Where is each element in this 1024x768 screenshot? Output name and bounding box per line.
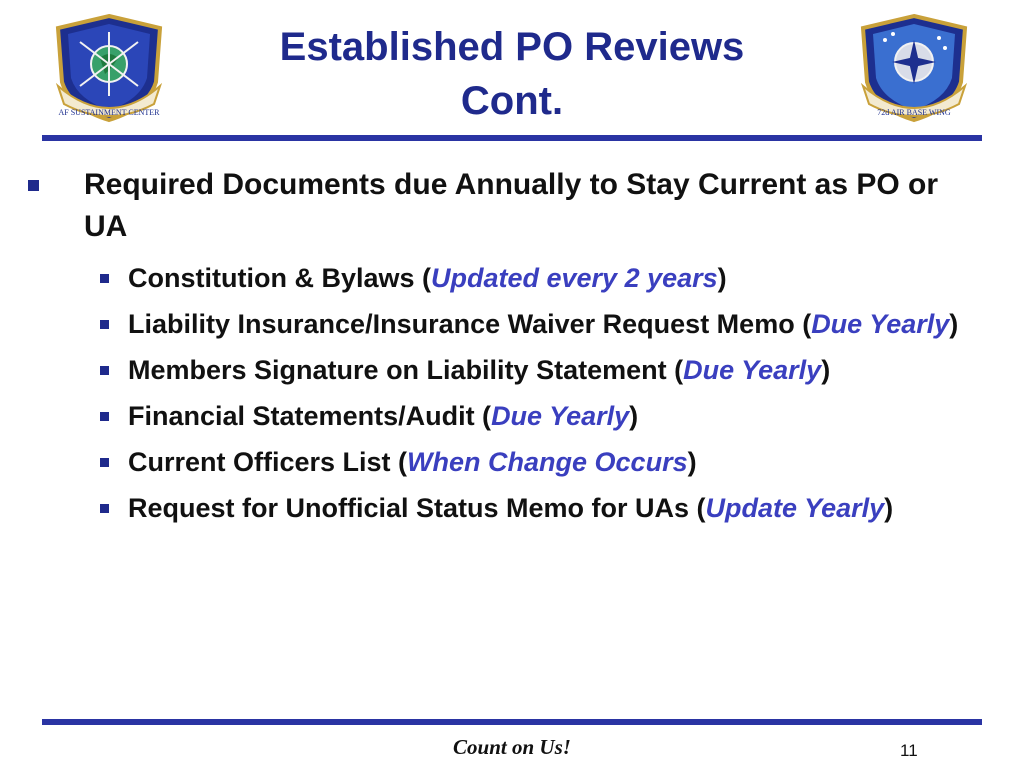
list-item: [128, 260, 988, 297]
item-close: ): [884, 493, 894, 523]
right-logo-text: 72d AIR BASE WING: [877, 108, 951, 117]
main-content: [28, 164, 988, 536]
square-bullet-icon: [100, 412, 109, 421]
page-number: 11: [900, 741, 918, 760]
footer-divider: [42, 719, 982, 725]
item-close: ): [629, 401, 639, 431]
item-frequency: Due Yearly: [491, 401, 630, 431]
title-line-2: Cont.: [460, 79, 564, 123]
list-item: [128, 398, 988, 435]
72d-air-base-wing-emblem: [855, 12, 973, 124]
main-bullet-text: Required Documents due Annually to Stay Current as PO or UA: [84, 168, 939, 243]
item-text: Liability Insurance/Insurance Waiver Request Memo (: [128, 309, 812, 339]
square-bullet-icon: [100, 458, 109, 467]
item-text: Members Signature on Liability Statement (: [128, 355, 684, 385]
title-line-1: Established PO Reviews: [279, 25, 745, 69]
item-frequency: Update Yearly: [705, 493, 885, 523]
item-close: ): [687, 447, 697, 477]
header-divider: [42, 135, 982, 141]
item-frequency: Due Yearly: [683, 355, 822, 385]
item-text: Financial Statements/Audit (: [128, 401, 492, 431]
slide-title: [140, 20, 884, 128]
item-text: Current Officers List (: [128, 447, 408, 477]
square-bullet-icon: [100, 274, 109, 283]
item-text: Constitution & Bylaws (: [128, 263, 431, 293]
left-logo-text: AF SUSTAINMENT CENTER: [58, 108, 160, 117]
square-bullet-icon: [100, 320, 109, 329]
list-item: [128, 490, 988, 527]
item-close: ): [717, 263, 727, 293]
footer-motto: Count on Us!: [453, 735, 571, 759]
item-close: ): [821, 355, 831, 385]
list-item: [128, 352, 988, 389]
square-bullet-icon: [28, 180, 39, 191]
item-text: Request for Unofficial Status Memo for UAs (: [128, 493, 706, 523]
item-close: ): [949, 309, 959, 339]
list-item: [128, 306, 988, 343]
list-item: [128, 444, 988, 481]
document-list: [28, 260, 988, 527]
item-frequency: Updated every 2 years: [431, 263, 718, 293]
item-frequency: When Change Occurs: [407, 447, 688, 477]
main-bullet: [28, 164, 988, 248]
square-bullet-icon: [100, 504, 109, 513]
item-frequency: Due Yearly: [811, 309, 950, 339]
square-bullet-icon: [100, 366, 109, 375]
